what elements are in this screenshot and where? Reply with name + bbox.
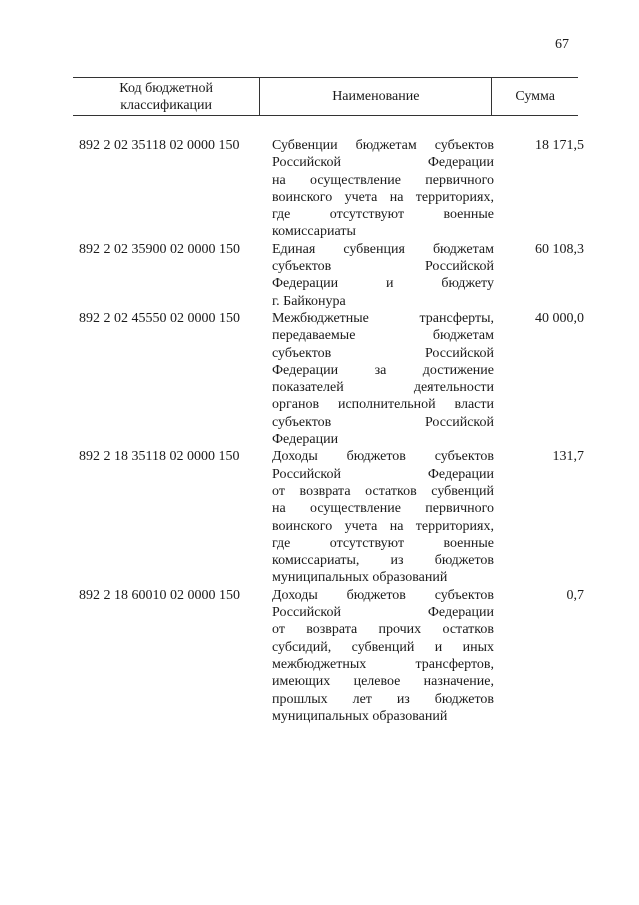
item-name bbox=[272, 241, 494, 310]
budget-code: 892 2 02 35118 02 0000 150 bbox=[79, 138, 240, 153]
budget-code: 892 2 02 45550 02 0000 150 bbox=[79, 310, 240, 326]
item-name-line: г. Байконура bbox=[272, 293, 346, 309]
amount: 60 108,3 bbox=[535, 241, 584, 257]
item-name-line: прошлых лет из бюджетов bbox=[272, 691, 494, 707]
item-name-line: субъектов Российской bbox=[272, 259, 494, 275]
table-body bbox=[0, 137, 639, 725]
table-row bbox=[0, 448, 639, 586]
budget-code: 892 2 18 35118 02 0000 150 bbox=[79, 449, 240, 465]
item-name-line: Федерации и бюджету bbox=[272, 276, 494, 292]
table-row bbox=[0, 137, 639, 241]
item-name-line: где отсутствуют военные bbox=[272, 535, 494, 551]
budget-code: 892 2 02 35900 02 0000 150 bbox=[79, 241, 240, 257]
header-sum: Сумма bbox=[515, 89, 555, 104]
item-name-line: Российской Федерации bbox=[272, 155, 494, 171]
item-name-line: от возврата прочих остатков bbox=[272, 622, 494, 638]
item-name-line: комиссариаты, из бюджетов bbox=[272, 553, 494, 569]
item-name-line: воинского учета на территориях, bbox=[272, 189, 494, 205]
item-name-line: комиссариаты bbox=[272, 224, 356, 240]
item-name-line: Российской Федерации bbox=[272, 605, 494, 621]
budget-code: 892 2 18 60010 02 0000 150 bbox=[79, 587, 240, 603]
item-name-line: Федерации за достижение bbox=[272, 362, 494, 378]
table-row bbox=[0, 587, 639, 725]
item-name-line: на осуществление первичного bbox=[272, 172, 494, 188]
item-name-line: Федерации bbox=[272, 432, 339, 448]
item-name-line: передаваемые бюджетам bbox=[272, 328, 494, 344]
item-name-line: органов исполнительной власти bbox=[272, 397, 494, 413]
item-name-line: Российской Федерации bbox=[272, 466, 494, 482]
item-name-line: Доходы бюджетов субъектов bbox=[272, 587, 494, 603]
header-name: Наименование bbox=[259, 78, 492, 115]
item-name-line: Субвенции бюджетам субъектов bbox=[272, 138, 494, 153]
item-name-line: субъектов Российской bbox=[272, 345, 494, 361]
item-name bbox=[272, 310, 494, 448]
item-name-line: муниципальных образований bbox=[272, 570, 448, 586]
item-name-line: субсидий, субвенций и иных bbox=[272, 639, 494, 655]
table-row bbox=[0, 310, 639, 448]
amount: 0,7 bbox=[566, 587, 584, 603]
item-name bbox=[272, 448, 494, 586]
amount: 18 171,5 bbox=[535, 138, 584, 153]
item-name-line: имеющих целевое назначение, bbox=[272, 674, 494, 690]
item-name-line: воинского учета на территориях, bbox=[272, 518, 494, 534]
table-header bbox=[73, 77, 578, 116]
item-name-line: на осуществление первичного bbox=[272, 501, 494, 517]
item-name bbox=[272, 587, 494, 725]
page-number: 67 bbox=[555, 37, 569, 52]
item-name-line: где отсутствуют военные bbox=[272, 207, 494, 223]
item-name bbox=[272, 137, 494, 241]
item-name-line: муниципальных образований bbox=[272, 708, 448, 724]
item-name-line: от возврата остатков субвенций bbox=[272, 483, 494, 499]
table-row bbox=[0, 241, 639, 310]
item-name-line: межбюджетных трансфертов, bbox=[272, 656, 494, 672]
item-name-line: субъектов Российской bbox=[272, 414, 494, 430]
item-name-line: Единая субвенция бюджетам bbox=[272, 241, 494, 257]
amount: 131,7 bbox=[552, 449, 584, 465]
item-name-line: Межбюджетные трансферты, bbox=[272, 310, 494, 326]
item-name-line: показателей деятельности bbox=[272, 380, 494, 396]
amount: 40 000,0 bbox=[535, 310, 584, 326]
header-code: Код бюджетной классификации bbox=[119, 80, 213, 113]
item-name-line: Доходы бюджетов субъектов bbox=[272, 449, 494, 465]
